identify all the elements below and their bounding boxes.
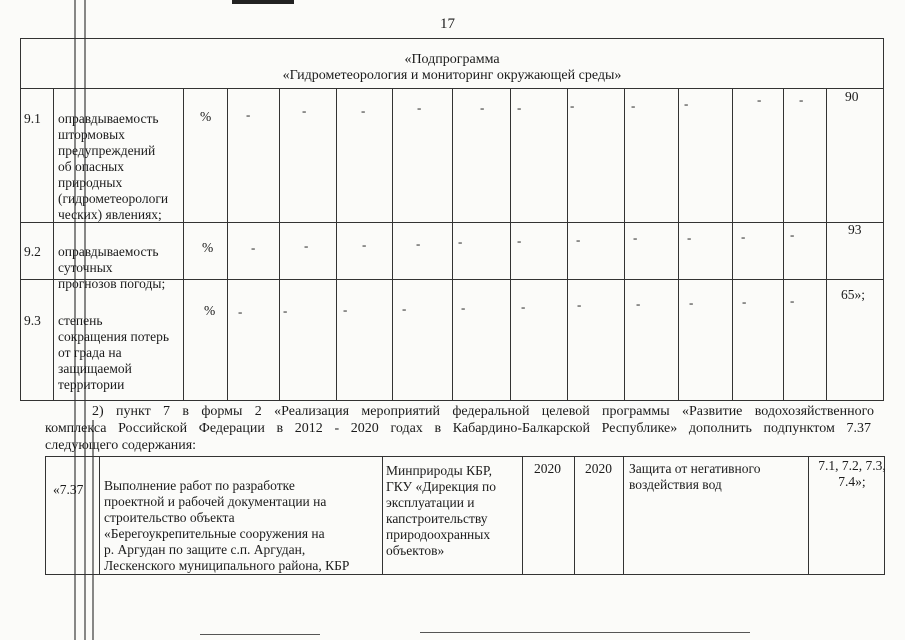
measure-result: Защита от негативного воздействия вод xyxy=(629,461,761,492)
value-dash: - xyxy=(570,98,575,113)
indicator-name: оправдываемость суточных прогнозов погоды; xyxy=(58,244,166,291)
scan-artifact-bottom xyxy=(420,632,750,633)
value-dash: - xyxy=(417,100,422,115)
value-dash: - xyxy=(687,230,692,245)
indicator-number: 9.3 xyxy=(24,313,41,328)
measure-executor: Минприроды КБР, ГКУ «Дирекция по эксплуатации и капстроительству природоохранных объектов» xyxy=(386,463,496,558)
measure-indicators: 7.1, 7.2, 7.3, 7.4»; xyxy=(818,458,886,489)
value-dash: - xyxy=(461,300,466,315)
measure-year-end: 2020 xyxy=(585,461,612,476)
value-dash: - xyxy=(757,92,762,107)
indicator-name: степень сокращения потерь от града на защищаемой территории xyxy=(58,313,170,392)
value-dash: - xyxy=(790,227,795,242)
paragraph-line: 2) пункт 7 в формы 2 «Реализация мероприятий федеральной целевой программы «Развитие водохозяйственного xyxy=(92,404,874,419)
value-dash: - xyxy=(238,304,243,319)
measure-number: «7.37 xyxy=(53,482,84,497)
value-dash: - xyxy=(633,230,638,245)
indicator-name: оправдываемость штормовых предупреждений об опасных природных (гидрометеорологи ческих) явлениях; xyxy=(58,111,169,222)
indicator-unit: % xyxy=(202,240,214,255)
indicator-number: 9.2 xyxy=(24,244,41,259)
value-dash: - xyxy=(480,100,485,115)
value-dash: - xyxy=(517,233,522,248)
indicator-target: 93 xyxy=(848,222,862,237)
value-dash: - xyxy=(304,238,309,253)
value-dash: - xyxy=(517,100,522,115)
value-dash: - xyxy=(246,107,251,122)
indicator-unit: % xyxy=(204,303,216,318)
value-dash: - xyxy=(402,301,407,316)
value-dash: - xyxy=(799,92,804,107)
value-dash: - xyxy=(684,96,689,111)
value-dash: - xyxy=(631,98,636,113)
value-dash: - xyxy=(689,295,694,310)
value-dash: - xyxy=(283,303,288,318)
value-dash: - xyxy=(742,294,747,309)
value-dash: - xyxy=(636,296,641,311)
value-dash: - xyxy=(302,103,307,118)
page-number: 17 xyxy=(440,16,455,32)
value-dash: - xyxy=(576,232,581,247)
paragraph-line: комплекса Российской Федерации в 2012 - 2020 годах в Кабардино-Балкарской Республике» дополнить подпунктом 7.37 xyxy=(45,421,871,436)
scan-artifact-bottom xyxy=(200,634,320,635)
measure-description: Выполнение работ по разработке проектной и рабочей документации на строительство объекта «Берегоукрепительные сооружения на р. Аргудан по защите с.п. Аргудан, Лескенского муниципального района, КБР xyxy=(104,478,350,573)
paragraph-line: следующего содержания: xyxy=(45,438,197,453)
value-dash: - xyxy=(741,229,746,244)
value-dash: - xyxy=(416,236,421,251)
value-dash: - xyxy=(251,240,256,255)
value-dash: - xyxy=(361,103,366,118)
value-dash: - xyxy=(343,302,348,317)
scan-artifact-top xyxy=(232,0,294,4)
value-dash: - xyxy=(362,237,367,252)
subprogram-title: «Подпрограмма «Гидрометеорология и мониторинг окружающей среды» xyxy=(282,52,622,83)
value-dash: - xyxy=(458,234,463,249)
measure-year-start: 2020 xyxy=(534,461,561,476)
value-dash: - xyxy=(577,297,582,312)
indicator-target: 90 xyxy=(845,89,859,104)
indicator-target: 65»; xyxy=(841,287,866,302)
indicator-number: 9.1 xyxy=(24,111,41,126)
value-dash: - xyxy=(521,299,526,314)
indicator-unit: % xyxy=(200,109,212,124)
value-dash: - xyxy=(790,293,795,308)
